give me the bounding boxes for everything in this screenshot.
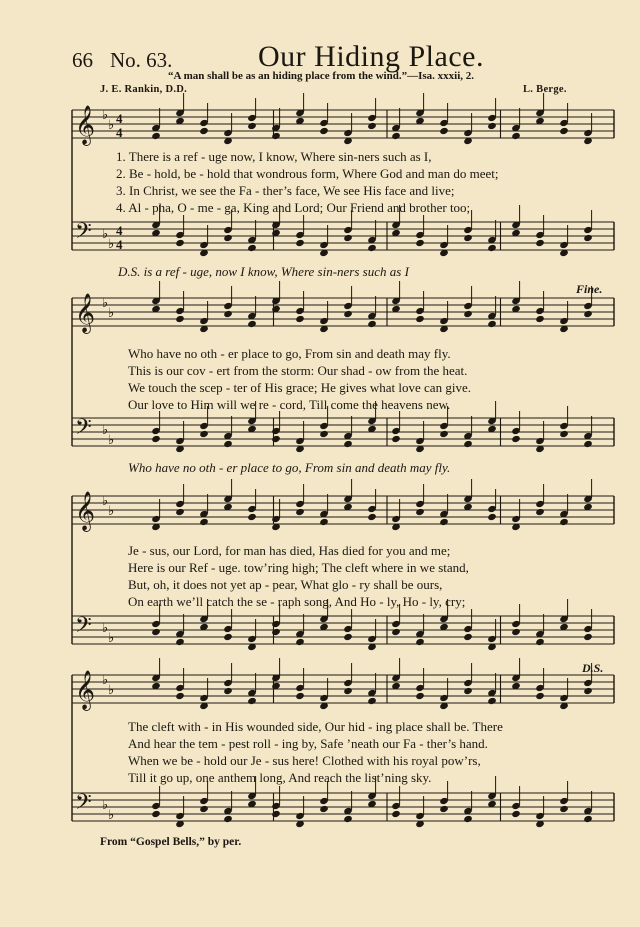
note-head [415, 508, 425, 516]
note-head [583, 633, 593, 641]
note-head [223, 687, 233, 695]
note-head [343, 633, 353, 641]
note-head [223, 633, 233, 641]
note-head [343, 310, 353, 318]
note-head [295, 638, 305, 646]
note-head [463, 234, 473, 242]
flat-sign: ♭ [102, 227, 109, 242]
note-head [319, 805, 329, 813]
flat-sign: ♭ [108, 631, 115, 646]
note-head [463, 440, 473, 448]
lyricist-credit: J. E. Rankin, D.D. [100, 84, 188, 95]
note-head [511, 132, 521, 140]
flat-sign: ♭ [102, 621, 109, 636]
note-head [535, 239, 545, 247]
note-head [223, 440, 233, 448]
verse-line: And hear the tem - pest roll - ing by, Safe ’neath our Fa - ther’s hand. [128, 736, 488, 751]
note-head [343, 687, 353, 695]
note-head [271, 132, 281, 140]
note-head [175, 638, 185, 646]
verse-line: 2. Be - hold, be - hold that wondrous form, Where God and man do meet; [116, 166, 499, 181]
note-head [511, 628, 521, 636]
flat-sign: ♭ [108, 808, 115, 823]
bass-clef: 𝄢 [75, 613, 92, 643]
note-head [271, 810, 281, 818]
note-head [247, 697, 257, 705]
flat-sign: ♭ [108, 433, 115, 448]
note-head [439, 805, 449, 813]
note-head [223, 815, 233, 823]
note-head [487, 513, 497, 521]
note-head [223, 310, 233, 318]
flat-sign: ♭ [102, 673, 109, 688]
note-head [463, 687, 473, 695]
verse-line: Till it go up, one anthem long, And reach the list’ning sky. [128, 770, 432, 785]
verse-line: Je - sus, our Lord, for man has died, Has died for you and me; [128, 543, 451, 558]
note-head [247, 122, 257, 130]
note-head [367, 320, 377, 328]
verse-line: On earth we’ll catch the se - raph song, And Ho - ly, Ho - ly, cry; [128, 594, 466, 609]
note-head [559, 518, 569, 526]
flat-sign: ♭ [108, 683, 115, 698]
note-head [439, 430, 449, 438]
note-head [367, 513, 377, 521]
note-head [535, 315, 545, 323]
note-head [367, 697, 377, 705]
hymn-title: Our Hiding Place. [258, 40, 484, 73]
bass-lyric-line: Who have no oth - er place to go, From sin and death may fly. [128, 460, 451, 475]
flat-sign: ♭ [108, 118, 115, 133]
note-head [391, 810, 401, 818]
note-head [559, 805, 569, 813]
treble-clef: 𝄞 [75, 491, 96, 531]
bass-clef: 𝄢 [75, 415, 92, 445]
note-head [175, 692, 185, 700]
note-head [583, 815, 593, 823]
note-head [271, 435, 281, 443]
note-head [151, 628, 161, 636]
fine-mark: Fine. [576, 282, 603, 296]
note-head [583, 310, 593, 318]
note-head [343, 234, 353, 242]
verse-line: 3. In Christ, we see the Fa - ther’s face, We see His face and live; [116, 183, 455, 198]
verse-line: 1. There is a ref - uge now, I know, Where sin-ners such as I, [116, 149, 432, 164]
note-head [535, 692, 545, 700]
scripture-epigraph: “A man shall be as an hiding place from the wind.”—Isa. xxxii, 2. [168, 70, 475, 82]
note-head [559, 127, 569, 135]
note-head [583, 440, 593, 448]
note-head [463, 633, 473, 641]
note-head [583, 687, 593, 695]
note-head [391, 628, 401, 636]
note-head [391, 435, 401, 443]
flat-sign: ♭ [102, 494, 109, 509]
note-head [463, 815, 473, 823]
note-head [583, 234, 593, 242]
note-head [487, 697, 497, 705]
flat-sign: ♭ [108, 306, 115, 321]
note-head [151, 132, 161, 140]
verse-line: Who have no oth - er place to go, From sin and death may fly. [128, 346, 451, 361]
time-signature: 4 [116, 223, 123, 238]
flat-sign: ♭ [102, 296, 109, 311]
composer-credit: L. Berge. [523, 84, 567, 95]
verse-line: Here is our Ref - uge. tow’ring high; The cleft where in we stand, [128, 560, 469, 575]
note-head [199, 430, 209, 438]
bass-clef: 𝄢 [75, 790, 92, 820]
note-head [367, 244, 377, 252]
note-head [319, 518, 329, 526]
note-head [319, 430, 329, 438]
note-head [223, 234, 233, 242]
verse-line: When we be - hold our Je - sus here! Clothed with his royal pow’rs, [128, 753, 481, 768]
source-credit: From “Gospel Bells,” by per. [100, 836, 242, 848]
note-head [535, 508, 545, 516]
treble-clef: 𝄞 [75, 105, 96, 145]
flat-sign: ♭ [102, 108, 109, 123]
note-head [391, 132, 401, 140]
note-head [415, 692, 425, 700]
flat-sign: ♭ [108, 504, 115, 519]
note-head [535, 638, 545, 646]
note-head [415, 239, 425, 247]
ds-mark: D.S. [582, 661, 604, 675]
page-number: 66 [72, 48, 93, 72]
note-head [415, 315, 425, 323]
note-head [295, 692, 305, 700]
note-head [295, 315, 305, 323]
note-head [487, 244, 497, 252]
note-head [487, 122, 497, 130]
note-head [463, 310, 473, 318]
note-head [247, 244, 257, 252]
note-head [487, 320, 497, 328]
note-head [247, 513, 257, 521]
note-head [439, 518, 449, 526]
note-head [319, 127, 329, 135]
treble-clef: 𝄞 [75, 293, 96, 333]
verse-line: But, oh, it does not yet ap - pear, What glo - ry shall be ours, [128, 577, 443, 592]
treble-clef: 𝄞 [75, 670, 96, 710]
time-signature: 4 [116, 111, 123, 126]
note-head [367, 122, 377, 130]
note-head [559, 430, 569, 438]
note-head [151, 435, 161, 443]
note-head [511, 810, 521, 818]
verse-line: Our love to Him will we re - cord, Till come the heavens new. [128, 397, 451, 412]
note-head [175, 239, 185, 247]
note-head [199, 518, 209, 526]
note-head [151, 810, 161, 818]
verse-line: The cleft with - in His wounded side, Our hid - ing place shall be. There [128, 719, 503, 734]
bass-clef: 𝄢 [75, 219, 92, 249]
flat-sign: ♭ [102, 798, 109, 813]
note-head [343, 815, 353, 823]
flat-sign: ♭ [108, 237, 115, 252]
note-head [199, 805, 209, 813]
verse-line: We touch the scep - ter of His grace; He gives what love can give. [128, 380, 471, 395]
note-head [439, 127, 449, 135]
time-signature: 4 [116, 237, 123, 252]
note-head [415, 638, 425, 646]
note-head [295, 508, 305, 516]
flat-sign: ♭ [102, 423, 109, 438]
note-head [295, 239, 305, 247]
note-head [343, 440, 353, 448]
time-signature: 4 [116, 125, 123, 140]
note-head [175, 508, 185, 516]
ds-repeat-line: D.S. is a ref - uge, now I know, Where sin-ners such as I [118, 264, 409, 279]
verse-line: This is our cov - ert from the storm: Our shad - ow from the heat. [128, 363, 468, 378]
note-head [247, 320, 257, 328]
verse-line: 4. Al - pha, O - me - ga, King and Lord; Our Friend and brother too; [116, 200, 471, 215]
note-head [511, 435, 521, 443]
note-head [271, 628, 281, 636]
hymn-number: No. 63. [110, 48, 173, 72]
note-head [199, 127, 209, 135]
note-head [175, 315, 185, 323]
